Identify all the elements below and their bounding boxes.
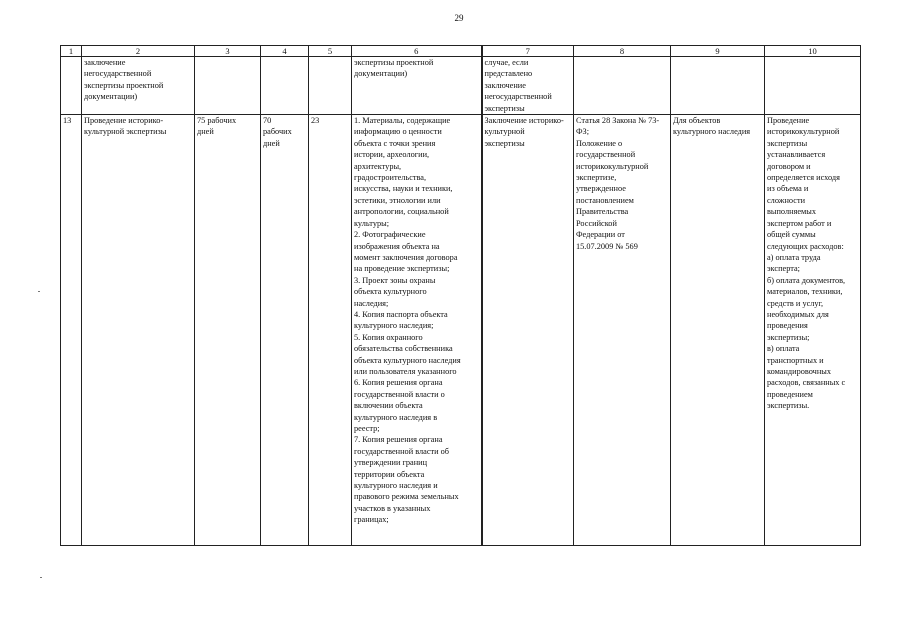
column-number: 9: [671, 46, 765, 57]
column-number: 2: [82, 46, 195, 57]
service-name-cell: Проведение историко- культурной экспертизы: [82, 115, 195, 546]
reference-cell: 23: [309, 115, 352, 546]
column-number-row: [61, 46, 861, 57]
column-number: 7: [482, 46, 574, 57]
scan-speck: [38, 291, 40, 292]
table-row-13: [61, 115, 861, 546]
table-row-continued: [61, 57, 861, 115]
column-number: 4: [261, 46, 309, 57]
max-term-cell: 75 рабочих дней: [195, 115, 261, 546]
service-name-cell: заключение негосударственной экспертизы проектной документации): [82, 57, 195, 115]
documents-cell: 1. Материалы, содержащие информацию о ценности объекта с точки зрения истории, археологии, архитектуры, градостроительства, искусства, науки и техники, эстетики, этнологии или антропологии, социальной культуры; 2. Фотографические изображения объекта на момент заключения договора на проведение экспертизы; 3. Проект зоны охраны объекта культурного наследия; 4. Копия паспорта объекта культурного наследия; 5. Копия охранного обязательства собственника объекта культурного наследия или пользователя указанного 6. Копия решения органа государственной власти о включении объекта культурного наследия в реестр; 7. Копия решения органа государственной власти об утверждении границ территории объекта культурного наследия и правового режима земельных участков в указанных границах;: [352, 115, 482, 546]
row-number-cell: [61, 57, 82, 115]
scan-speck: [40, 577, 42, 578]
column-number: 5: [309, 46, 352, 57]
column-number: 8: [574, 46, 671, 57]
documents-cell: экспертизы проектной документации): [352, 57, 482, 115]
term-cell: [261, 57, 309, 115]
column-number: 1: [61, 46, 82, 57]
column-number: 6: [352, 46, 482, 57]
result-cell: Заключение историко- культурной экспертизы: [482, 115, 574, 546]
term-cell: 70 рабочих дней: [261, 115, 309, 546]
max-term-cell: [195, 57, 261, 115]
legal-basis-cell: Статья 28 Закона № 73- ФЗ; Положение о государственной историкокультурной экспертизе, утвержденное постановлением Правительства Российской Федерации от 15.07.2009 № 569: [574, 115, 671, 546]
result-cell: случае, если представлено заключение негосударственной экспертизы: [482, 57, 574, 115]
services-table: [60, 45, 861, 546]
applicability-cell: Для объектов культурного наследия: [671, 115, 765, 546]
payment-cell: [765, 57, 861, 115]
payment-cell: Проведение историкокультурной экспертизы устанавливается договором и определяется исходя из объема и сложности выполняемых экспертом работ и общей суммы следующих расходов: а) оплата труда эксперта; б) оплата документов, материалов, техники, средств и услуг, необходимых для проведения экспертизы; в) оплата транспортных и командировочных расходов, связанных с проведением экспертизы.: [765, 115, 861, 546]
legal-basis-cell: [574, 57, 671, 115]
page-number: 29: [454, 13, 464, 23]
row-number-cell: 13: [61, 115, 82, 546]
reference-cell: [309, 57, 352, 115]
applicability-cell: [671, 57, 765, 115]
column-number: 3: [195, 46, 261, 57]
column-number: 10: [765, 46, 861, 57]
